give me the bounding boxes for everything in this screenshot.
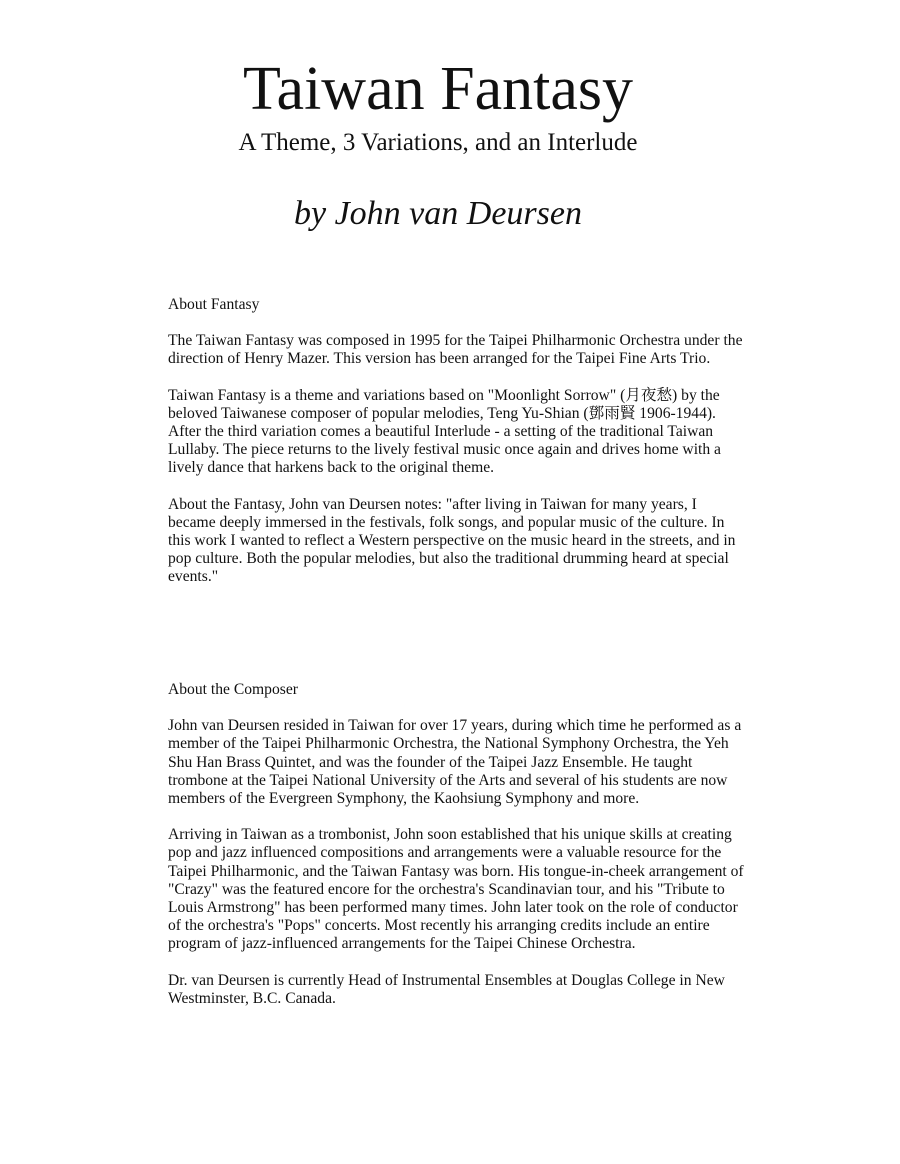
page-subtitle: A Theme, 3 Variations, and an Interlude: [238, 129, 638, 156]
about-composer-section: [168, 681, 748, 1026]
section-heading: About Fantasy: [168, 296, 260, 313]
paragraph: About the Fantasy, John van Deursen notes: "after living in Taiwan for many years, I became deeply immersed in the festivals, folk songs, and popular music of the culture. In this work I wanted to reflect a Western perspective on the music heard in the streets, and in pop culture. Both the popular melodies, but also the traditional drumming heard at special events.": [168, 495, 736, 586]
paragraph: John van Deursen resided in Taiwan for over 17 years, during which time he performed as a member of the Taipei Philharmonic Orchestra, the National Symphony Orchestra, the Yeh Shu Han Brass Quintet, and was the founder of the Taipei Jazz Ensemble. He taught trombone at the Taipei National University of the Arts and several of his students are now members of the Evergreen Symphony, the Kaohsiung Symphony and more.: [168, 717, 742, 808]
about-fantasy-section: [168, 296, 748, 605]
paragraph: The Taiwan Fantasy was composed in 1995 for the Taipei Philharmonic Orchestra under the direction of Henry Mazer. This version has been arranged for the Taipei Fine Arts Trio.: [168, 332, 743, 368]
author-byline: by John van Deursen: [294, 195, 582, 232]
paragraph: Taiwan Fantasy is a theme and variations based on "Moonlight Sorrow" (月夜愁) by the beloved Taiwanese composer of popular melodies, Teng Yu-Shian (鄧雨賢 1906-1944). After the third variation comes a beautiful Interlude - a setting of the traditional Taiwan Lullaby. The piece returns to the lively festival music once again and drives home with a lively dance that harkens back to the original theme.: [168, 386, 721, 477]
paragraph: Arriving in Taiwan as a trombonist, John soon established that his unique skills at creating pop and jazz influenced compositions and arrangements were a valuable resource for the Taipei Philharmonic, and the Taiwan Fantasy was born. His tongue-in-cheek arrangement of "Crazy" was the featured encore for the orchestra's Scandinavian tour, and his "Tribute to Louis Armstrong" has been performed many times. John later took on the role of conductor of the orchestra's "Pops" concerts. Most recently his arranging credits include an entire program of jazz-influenced arrangements for the Taipei Chinese Orchestra.: [168, 826, 744, 953]
page-title: Taiwan Fantasy: [243, 55, 633, 123]
section-heading: About the Composer: [168, 681, 298, 698]
paragraph: Dr. van Deursen is currently Head of Instrumental Ensembles at Douglas College in New Westminster, B.C. Canada.: [168, 971, 725, 1007]
